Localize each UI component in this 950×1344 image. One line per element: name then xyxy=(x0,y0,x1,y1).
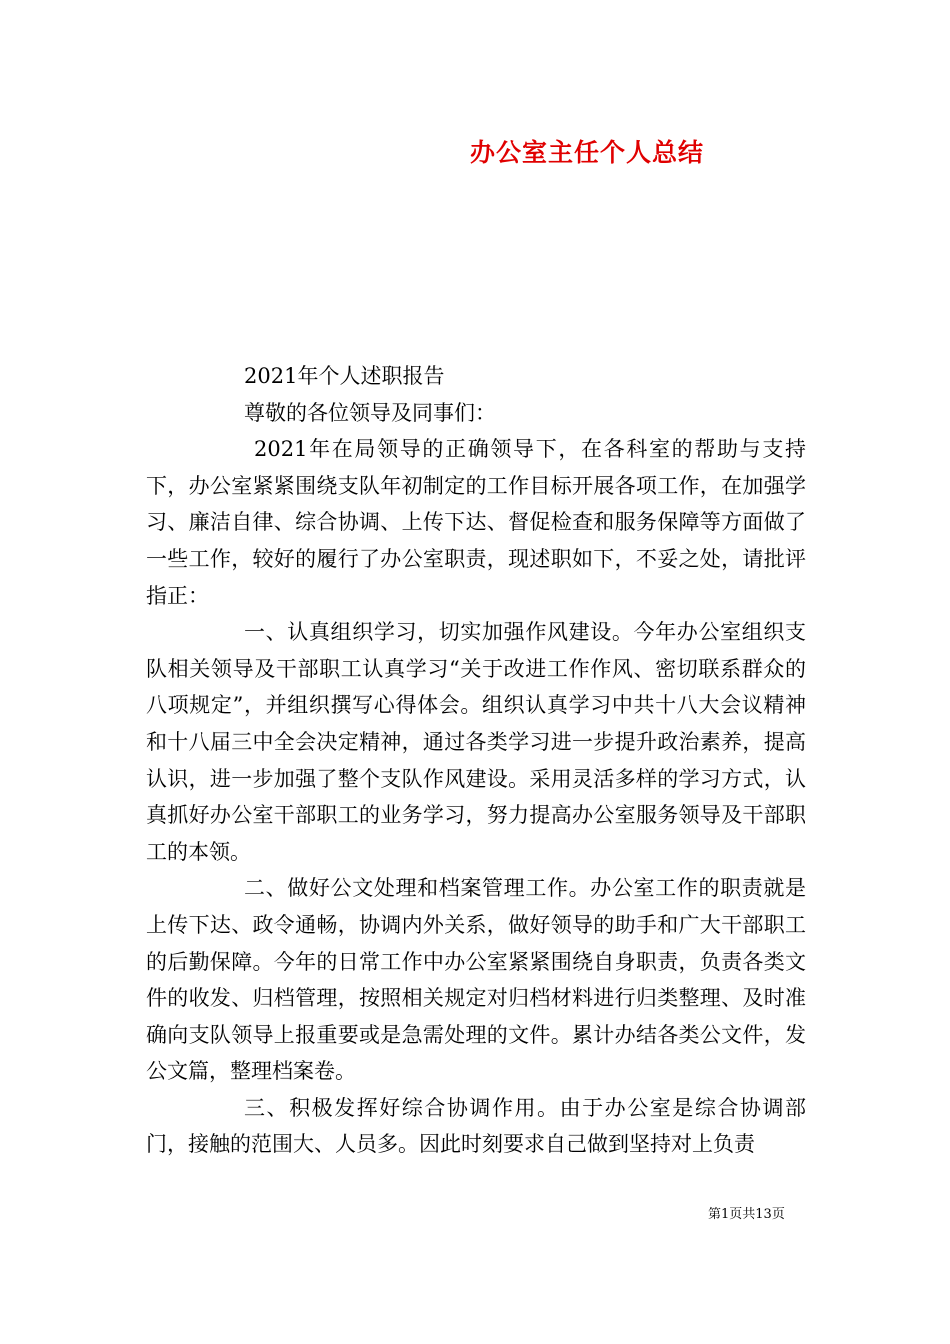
paragraph-section-3: 三、积极发挥好综合协调作用。由于办公室是综合协调部门，接触的范围大、人员多。因此时刻要求自己做到坚持对上负责 xyxy=(146,1095,806,1157)
paragraph-section-1: 一、认真组织学习，切实加强作风建设。今年办公室组织支队相关领导及干部职工认真学习“关于改进工作作风、密切联系群众的八项规定”，并组织撰写心得体会。组织认真学习中共十八大会议精神和十八届三中全会决定精神，通过各类学习进一步提升政治素养，提高认识，进一步加强了整个支队作风建设。采用灵活多样的学习方式，认真抓好办公室干部职工的业务学习，努力提高办公室服务领导及干部职工的本领。 xyxy=(146,620,806,864)
paragraph-intro: 2021年在局领导的正确领导下，在各科室的帮助与支持下，办公室紧紧围绕支队年初制定的工作目标开展各项工作，在加强学习、廉洁自律、综合协调、上传下达、督促检查和服务保障等方面做了一些工作，较好的履行了办公室职责，现述职如下，不妥之处，请批评指正： xyxy=(146,437,806,608)
document-body xyxy=(146,358,806,1163)
greeting: 尊敬的各位领导及同事们： xyxy=(244,400,496,425)
page-number: 第1页共13页 xyxy=(708,1207,785,1222)
paragraph-section-2: 二、做好公文处理和档案管理工作。办公室工作的职责就是上传下达、政令通畅，协调内外关系，做好领导的助手和广大干部职工的后勤保障。今年的日常工作中办公室紧紧围绕自身职责，负责各类文件的收发、归档管理，按照相关规定对归档材料进行归类整理、及时准确向支队领导上报重要或是急需处理的文件。累计办结各类公文件，发公文篇，整理档案卷。 xyxy=(146,876,806,1084)
document-title: 办公室主任个人总结 xyxy=(470,138,705,167)
report-heading: 2021年个人述职报告 xyxy=(244,364,445,388)
